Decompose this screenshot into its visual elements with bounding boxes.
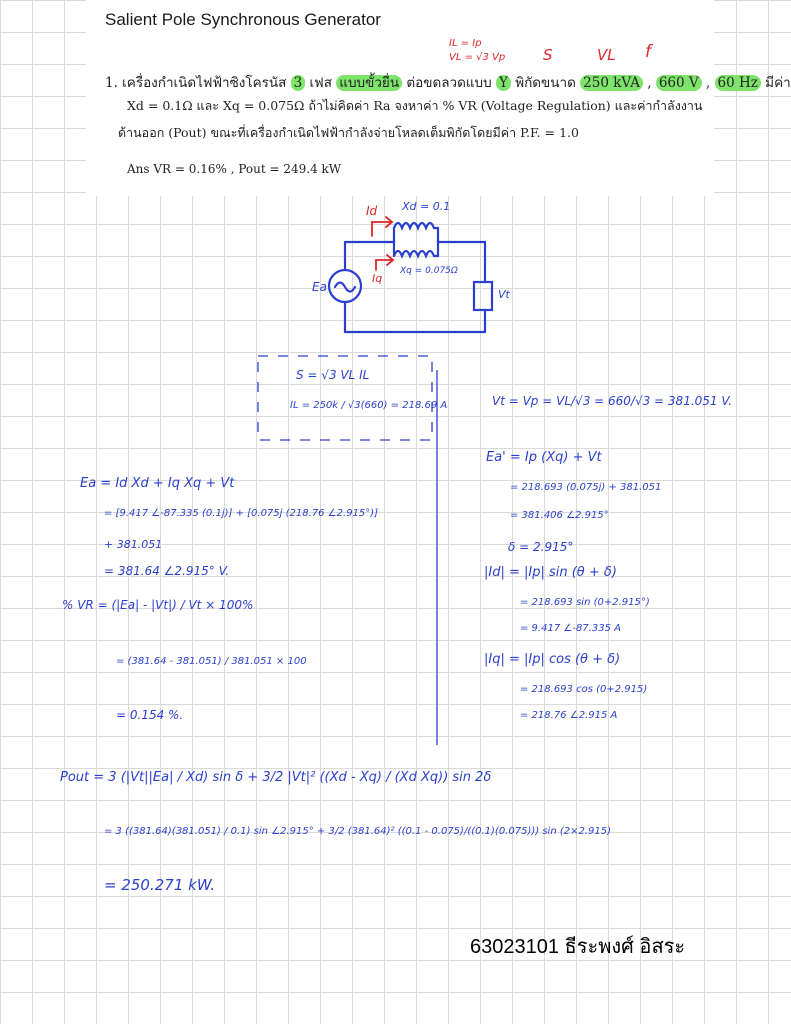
answer-line: Ans VR = 0.16% , Pout = 249.4 kW — [127, 162, 342, 176]
work-line-vr1: % VR = (|Ea| - |Vt|) / Vt × 100% — [62, 598, 254, 612]
work-line-ea1: Ea' = Ip (Xq) + Vt — [486, 450, 602, 465]
work-line-delta: δ = 2.915° — [508, 540, 574, 554]
q-text-a: 1. เครื่องกำเนิดไฟฟ้าซิงโครนัส — [105, 75, 291, 91]
q-text-d: พิกัดขนาด — [510, 75, 581, 91]
highlight-phase: 3 — [291, 75, 306, 91]
question-line-3: ด้านออก (Pout) ขณะที่เครื่องกำเนิดไฟฟ้ากำลังจ่ายโหลดเต็มพิกัดโดยมีค่า P.F. = 1.0 — [118, 125, 579, 140]
question-line-2: Xd = 0.1Ω และ Xq = 0.075Ω ถ้าไม่คิดค่า Ra จงหาค่า % VR (Voltage Regulation) และค่ากำลังงาน — [127, 98, 703, 113]
work-line-p3: = 250.271 kW. — [104, 876, 216, 894]
work-line-iq1: |Iq| = |Ip| cos (θ + δ) — [484, 652, 621, 667]
work-line-p2: = 3 ((381.64)(381.051) / 0.1) sin ∠2.915° + 3/2 (381.64)² ((0.1 - 0.075)/((0.1)(0.075))) sin (2×2.915) — [104, 826, 612, 837]
work-line-id1: |Id| = |Ip| sin (θ + δ) — [484, 565, 617, 580]
highlight-kva: 250 kVA — [580, 75, 643, 91]
work-line-eaA: Ea = Id Xd + Iq Xq + Vt — [80, 476, 235, 491]
annot-il-ip: IL = Ip — [449, 38, 482, 49]
work-line-ea2: = 218.693 (0.075j) + 381.051 — [510, 482, 662, 493]
ea-label: Ea — [312, 280, 327, 294]
work-line-iq2: = 218.693 cos (0+2.915) — [520, 684, 648, 695]
q-text-c: ต่อขดลวดแบบ — [402, 75, 496, 91]
work-line-vr3: = 0.154 %. — [116, 708, 184, 722]
xd-label: Xd = 0.1 — [402, 200, 451, 213]
work-line-vt: Vt = Vp = VL/√3 = 660/√3 = 381.051 V. — [492, 394, 733, 408]
work-line-eaC: + 381.051 — [104, 538, 163, 551]
work-line-id2: = 218.693 sin (0+2.915°) — [520, 597, 650, 608]
work-line-iq3: = 218.76 ∠2.915 A — [520, 710, 618, 721]
annot-vl: VL — [597, 46, 616, 64]
work-line-s: S = √3 VL IL — [296, 368, 370, 382]
student-signature: 63023101 ธีระพงศ์ อิสระ — [470, 936, 686, 958]
work-line-vr2: = (381.64 - 381.051) / 381.051 × 100 — [116, 656, 307, 667]
annot-vl-vp: VL = √3 Vp — [449, 52, 506, 63]
work-line-ea3: = 381.406 ∠2.915° — [510, 510, 609, 521]
highlight-voltage: 660 V — [656, 75, 702, 91]
work-line-il: IL = 250k / √3(660) = 218.69 A — [290, 400, 448, 411]
annot-f: f — [645, 42, 651, 62]
q-sep-2: , — [701, 75, 715, 91]
work-line-id3: = 9.417 ∠-87.335 A — [520, 623, 621, 634]
highlight-y: Y — [496, 75, 511, 91]
annot-s: S — [543, 46, 553, 64]
iq-label: Iq — [372, 272, 383, 285]
highlight-frequency: 60 Hz — [715, 75, 761, 91]
document-title: Salient Pole Synchronous Generator — [105, 10, 381, 29]
vt-label: Vt — [498, 288, 510, 301]
q-text-e: มีค่า — [760, 75, 791, 91]
q-sep-1: , — [642, 75, 656, 91]
highlight-salient: แบบขั้วยื่น — [336, 75, 402, 91]
xq-label: Xq = 0.075Ω — [400, 266, 458, 276]
work-line-eaD: = 381.64 ∠2.915° V. — [104, 564, 230, 578]
id-label: Id — [366, 204, 378, 218]
q-text-b: เฟส — [305, 75, 337, 91]
work-line-eaB: = [9.417 ∠-87.335 (0.1j)] + [0.075j (218.76 ∠2.915°)] — [104, 508, 379, 519]
work-line-p1: Pout = 3 (|Vt||Ea| / Xd) sin δ + 3/2 |Vt|² ((Xd - Xq) / (Xd Xq)) sin 2δ — [60, 770, 492, 785]
